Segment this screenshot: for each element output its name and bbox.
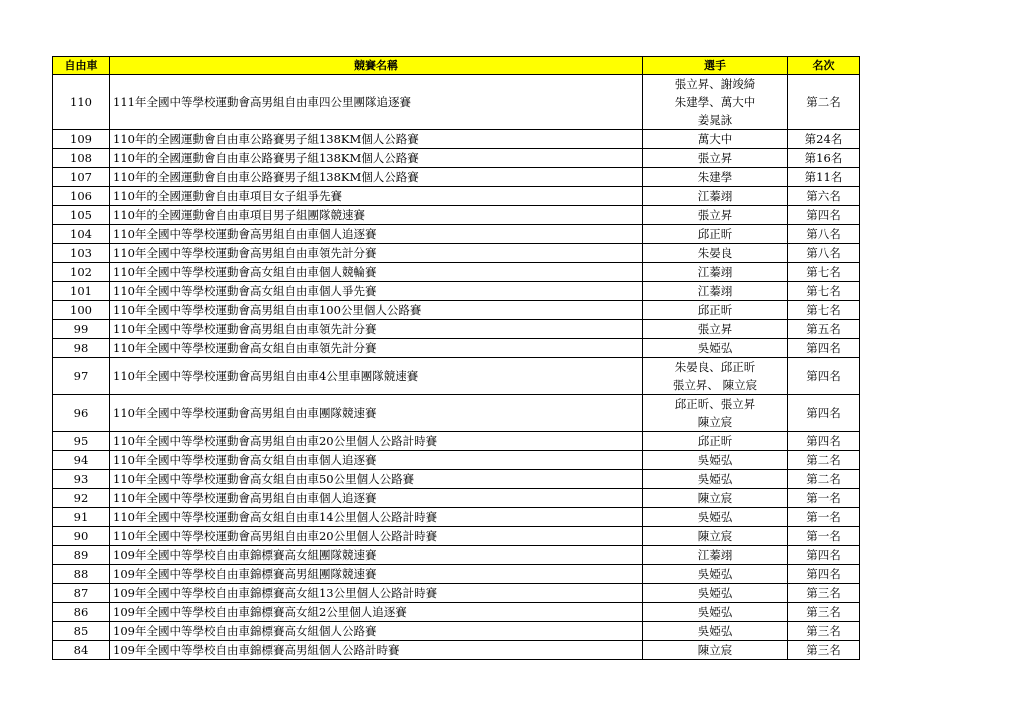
player-cell — [643, 263, 788, 282]
row-id: 105 — [53, 206, 110, 225]
rank-cell: 第四名 — [788, 432, 860, 451]
player-cell — [643, 301, 788, 320]
rank-cell: 第七名 — [788, 263, 860, 282]
player-cell — [643, 546, 788, 565]
competition-name: 110年全國中等學校運動會高男組自由車20公里個人公路計時賽 — [110, 527, 643, 546]
player-name: 陳立宸 — [697, 643, 733, 657]
player-name: 邱正昕、張立昇 — [674, 397, 756, 411]
header-player: 選手 — [643, 57, 788, 75]
row-id: 103 — [53, 244, 110, 263]
player-name: 江蓁翊 — [697, 284, 733, 298]
row-id: 88 — [53, 565, 110, 584]
competition-name: 109年全國中等學校自由車錦標賽高女組個人公路賽 — [110, 622, 643, 641]
player-name: 張立昇、謝竣綺 — [674, 77, 756, 91]
row-id: 96 — [53, 395, 110, 432]
rank-cell: 第一名 — [788, 527, 860, 546]
rank-cell: 第三名 — [788, 622, 860, 641]
player-name: 萬大中 — [697, 132, 733, 146]
table-body — [53, 75, 860, 660]
player-name: 邱正昕 — [697, 434, 733, 448]
player-cell — [643, 358, 788, 395]
player-name: 吳婭弘 — [697, 510, 733, 524]
table-row — [53, 508, 860, 527]
player-name: 江蓁翊 — [697, 548, 733, 562]
competition-name: 110年全國中等學校運動會高男組自由車個人追逐賽 — [110, 489, 643, 508]
row-id: 99 — [53, 320, 110, 339]
row-id: 85 — [53, 622, 110, 641]
player-name: 張立昇、 陳立宸 — [672, 378, 758, 392]
player-name: 吳婭弘 — [697, 605, 733, 619]
rank-cell: 第四名 — [788, 358, 860, 395]
table-row — [53, 130, 860, 149]
row-id: 97 — [53, 358, 110, 395]
competition-name: 109年全國中等學校自由車錦標賽高男組個人公路計時賽 — [110, 641, 643, 660]
competition-name: 110年全國中等學校運動會高女組自由車個人爭先賽 — [110, 282, 643, 301]
rank-cell: 第二名 — [788, 451, 860, 470]
rank-cell: 第二名 — [788, 75, 860, 130]
competition-name: 109年全國中等學校自由車錦標賽高女組2公里個人追逐賽 — [110, 603, 643, 622]
row-id: 93 — [53, 470, 110, 489]
player-cell — [643, 508, 788, 527]
table-row — [53, 451, 860, 470]
competition-name: 110年全國中等學校運動會高女組自由車50公里個人公路賽 — [110, 470, 643, 489]
rank-cell: 第二名 — [788, 470, 860, 489]
competition-name: 109年全國中等學校自由車錦標賽高女組團隊競速賽 — [110, 546, 643, 565]
competition-name: 110年全國中等學校運動會高女組自由車領先計分賽 — [110, 339, 643, 358]
table-row — [53, 641, 860, 660]
rank-cell: 第一名 — [788, 508, 860, 527]
header-rank: 名次 — [788, 57, 860, 75]
competition-name: 110年的全國運動會自由車公路賽男子組138KM個人公路賽 — [110, 149, 643, 168]
rank-cell: 第五名 — [788, 320, 860, 339]
player-cell — [643, 641, 788, 660]
player-cell — [643, 225, 788, 244]
header-name: 競賽名稱 — [110, 57, 643, 75]
table-row — [53, 358, 860, 395]
row-id: 100 — [53, 301, 110, 320]
player-cell — [643, 470, 788, 489]
row-id: 106 — [53, 187, 110, 206]
table-row — [53, 489, 860, 508]
table-row — [53, 527, 860, 546]
player-name: 朱晏良、邱正昕 — [674, 360, 756, 374]
player-cell — [643, 527, 788, 546]
player-name: 朱晏良 — [697, 246, 733, 260]
player-cell — [643, 584, 788, 603]
competition-name: 110年全國中等學校運動會高男組自由車團隊競速賽 — [110, 395, 643, 432]
table-row — [53, 75, 860, 130]
player-name: 朱建學 — [697, 170, 733, 184]
player-name: 邱正昕 — [697, 303, 733, 317]
table-row — [53, 622, 860, 641]
rank-cell: 第七名 — [788, 301, 860, 320]
rank-cell: 第四名 — [788, 339, 860, 358]
header-id: 自由車 — [53, 57, 110, 75]
competition-name: 109年全國中等學校自由車錦標賽高女組13公里個人公路計時賽 — [110, 584, 643, 603]
player-name: 陳立宸 — [697, 491, 733, 505]
rank-cell: 第四名 — [788, 546, 860, 565]
rank-cell: 第三名 — [788, 584, 860, 603]
player-cell — [643, 432, 788, 451]
row-id: 86 — [53, 603, 110, 622]
rank-cell: 第四名 — [788, 395, 860, 432]
rank-cell: 第一名 — [788, 489, 860, 508]
table-row — [53, 263, 860, 282]
table-row — [53, 149, 860, 168]
rank-cell: 第三名 — [788, 641, 860, 660]
player-cell — [643, 339, 788, 358]
player-name: 姜晁詠 — [697, 113, 733, 127]
player-cell — [643, 149, 788, 168]
row-id: 90 — [53, 527, 110, 546]
row-id: 89 — [53, 546, 110, 565]
player-cell — [643, 187, 788, 206]
competition-name: 110年全國中等學校運動會高男組自由車個人追逐賽 — [110, 225, 643, 244]
competition-name: 110年的全國運動會自由車公路賽男子組138KM個人公路賽 — [110, 130, 643, 149]
competition-name: 110年全國中等學校運動會高女組自由車個人競輪賽 — [110, 263, 643, 282]
player-name: 張立昇 — [697, 322, 733, 336]
player-cell — [643, 451, 788, 470]
table-row — [53, 168, 860, 187]
row-id: 95 — [53, 432, 110, 451]
player-cell — [643, 489, 788, 508]
row-id: 108 — [53, 149, 110, 168]
player-cell — [643, 603, 788, 622]
row-id: 104 — [53, 225, 110, 244]
competition-name: 110年全國中等學校運動會高男組自由車領先計分賽 — [110, 244, 643, 263]
player-name: 邱正昕 — [697, 227, 733, 241]
competition-name: 111年全國中等學校運動會高男組自由車四公里團隊追逐賽 — [110, 75, 643, 130]
results-table — [52, 56, 860, 660]
competition-name: 110年的全國運動會自由車項目女子組爭先賽 — [110, 187, 643, 206]
rank-cell: 第三名 — [788, 603, 860, 622]
row-id: 92 — [53, 489, 110, 508]
rank-cell: 第六名 — [788, 187, 860, 206]
table-row — [53, 206, 860, 225]
competition-name: 109年全國中等學校自由車錦標賽高男組團隊競速賽 — [110, 565, 643, 584]
row-id: 94 — [53, 451, 110, 470]
table-row — [53, 339, 860, 358]
row-id: 91 — [53, 508, 110, 527]
row-id: 102 — [53, 263, 110, 282]
rank-cell: 第16名 — [788, 149, 860, 168]
player-cell — [643, 320, 788, 339]
player-cell — [643, 206, 788, 225]
row-id: 84 — [53, 641, 110, 660]
player-cell — [643, 395, 788, 432]
row-id: 98 — [53, 339, 110, 358]
player-cell — [643, 622, 788, 641]
table-row — [53, 432, 860, 451]
rank-cell: 第四名 — [788, 206, 860, 225]
player-name: 陳立宸 — [697, 529, 733, 543]
table-row — [53, 187, 860, 206]
table-row — [53, 225, 860, 244]
player-name: 張立昇 — [697, 208, 733, 222]
player-name: 陳立宸 — [697, 415, 733, 429]
competition-name: 110年的全國運動會自由車公路賽男子組138KM個人公路賽 — [110, 168, 643, 187]
rank-cell: 第七名 — [788, 282, 860, 301]
competition-name: 110年全國中等學校運動會高女組自由車14公里個人公路計時賽 — [110, 508, 643, 527]
row-id: 109 — [53, 130, 110, 149]
player-cell — [643, 565, 788, 584]
rank-cell: 第八名 — [788, 244, 860, 263]
player-name: 吳婭弘 — [697, 472, 733, 486]
table-row — [53, 320, 860, 339]
rank-cell: 第11名 — [788, 168, 860, 187]
player-cell — [643, 168, 788, 187]
rank-cell: 第四名 — [788, 565, 860, 584]
table-row — [53, 244, 860, 263]
player-name: 吳婭弘 — [697, 341, 733, 355]
player-name: 吳婭弘 — [697, 624, 733, 638]
competition-name: 110年全國中等學校運動會高男組自由車4公里車團隊競速賽 — [110, 358, 643, 395]
player-name: 朱建學、萬大中 — [674, 95, 756, 109]
rank-cell: 第24名 — [788, 130, 860, 149]
table-row — [53, 470, 860, 489]
row-id: 110 — [53, 75, 110, 130]
competition-name: 110年全國中等學校運動會高女組自由車個人追逐賽 — [110, 451, 643, 470]
table-row — [53, 565, 860, 584]
table-row — [53, 546, 860, 565]
row-id: 101 — [53, 282, 110, 301]
player-cell — [643, 244, 788, 263]
player-cell — [643, 75, 788, 130]
row-id: 107 — [53, 168, 110, 187]
row-id: 87 — [53, 584, 110, 603]
competition-name: 110年全國中等學校運動會高男組自由車100公里個人公路賽 — [110, 301, 643, 320]
player-cell — [643, 282, 788, 301]
player-cell — [643, 130, 788, 149]
table-row — [53, 282, 860, 301]
rank-cell: 第八名 — [788, 225, 860, 244]
header-row — [53, 57, 860, 75]
player-name: 江蓁翊 — [697, 265, 733, 279]
player-name: 吳婭弘 — [697, 567, 733, 581]
competition-name: 110年全國中等學校運動會高男組自由車20公里個人公路計時賽 — [110, 432, 643, 451]
player-name: 吳婭弘 — [697, 586, 733, 600]
player-name: 江蓁翊 — [697, 189, 733, 203]
player-name: 吳婭弘 — [697, 453, 733, 467]
table-row — [53, 395, 860, 432]
competition-name: 110年的全國運動會自由車項目男子組團隊競速賽 — [110, 206, 643, 225]
table-row — [53, 301, 860, 320]
player-name: 張立昇 — [697, 151, 733, 165]
competition-name: 110年全國中等學校運動會高男組自由車領先計分賽 — [110, 320, 643, 339]
table-row — [53, 603, 860, 622]
table-row — [53, 584, 860, 603]
